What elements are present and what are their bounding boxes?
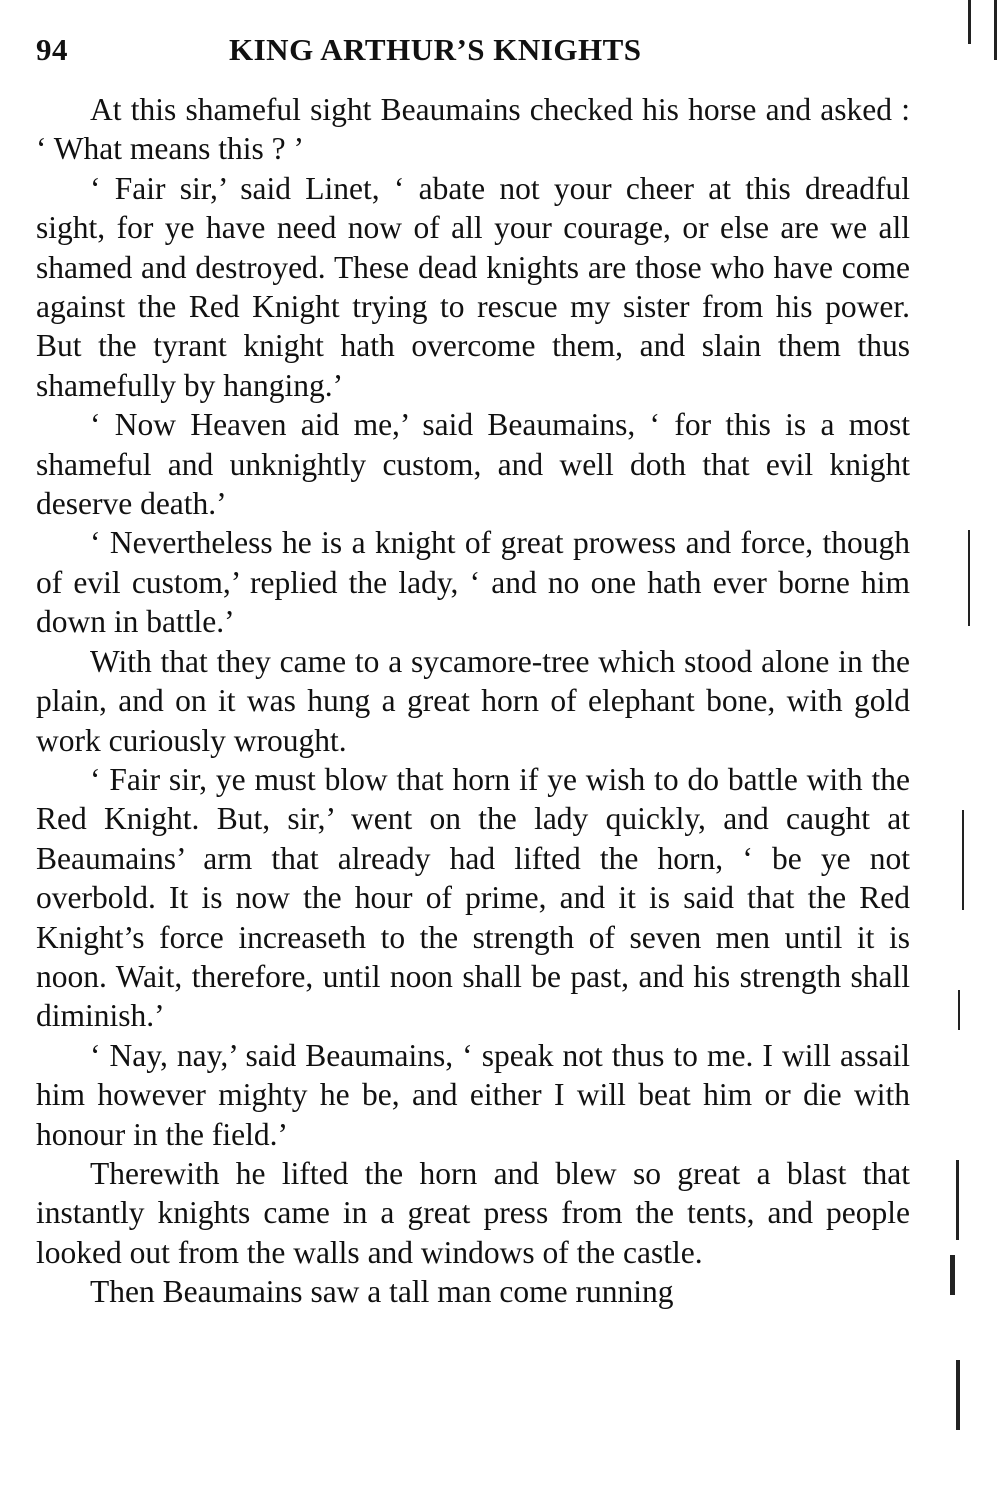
scan-edge-mark (956, 1160, 959, 1240)
paragraph-6: ‘ Fair sir, ye must blow that horn if ye wish to do battle with the Red Knight. But, sir,’ went on the lady quickly, and caught at Beaumains’ arm that already had lifted the horn, ‘ be ye not overbold. It is now the hour of prime, and it is said that the Red Knight’s force increaseth to the strength of seven men until it is noon. Wait, therefore, until noon shall be past, and his strength shall diminish.’ (36, 761, 910, 1034)
page-header (36, 28, 726, 72)
paragraph-8: Therewith he lifted the horn and blew so great a blast that instantly knights came in a great press from the tents, and people looked out from the walls and windows of the castle. (36, 1155, 910, 1270)
scan-edge-mark (956, 1360, 960, 1430)
paragraph-4: ‘ Nevertheless he is a knight of great prowess and force, though of evil custom,’ replied the lady, ‘ and no one hath ever borne him down in battle.’ (36, 525, 910, 640)
paragraph-1: At this shameful sight Beaumains checked his horse and asked : ‘ What means this ? ’ (36, 92, 910, 167)
scan-edge-mark (950, 1255, 955, 1295)
scan-edge-mark (968, 0, 971, 44)
paragraph-2: ‘ Fair sir,’ said Linet, ‘ abate not your cheer at this dreadful sight, for ye have need now of all your courage, or else are we all shamed and destroyed. These dead knights are those who have come against the Red Knight trying to rescue my sister from his power. But the tyrant knight hath overcome them, and slain them thus shamefully by hanging.’ (36, 170, 910, 403)
scan-edge-mark (958, 990, 960, 1030)
paragraph-3: ‘ Now Heaven aid me,’ said Beaumains, ‘ for this is a most shameful and unknightly custom, and well doth that evil knight deserve death.’ (36, 407, 910, 522)
paragraph-9: Then Beaumains saw a tall man come running (90, 1274, 674, 1310)
running-title: KING ARTHUR’S KNIGHTS (229, 32, 642, 67)
scan-edge-mark (994, 0, 997, 60)
scan-edge-mark (968, 530, 970, 626)
body-text (36, 90, 910, 1312)
paragraph-5: With that they came to a sycamore-tree which stood alone in the plain, and on it was hung a great horn of elephant bone, with gold work curiously wrought. (36, 643, 910, 758)
paragraph-7: ‘ Nay, nay,’ said Beaumains, ‘ speak not thus to me. I will assail him however mighty he be, and either I will beat him or die with honour in the field.’ (36, 1037, 910, 1152)
scan-edge-mark (962, 810, 964, 910)
page-number: 94 (36, 32, 68, 67)
